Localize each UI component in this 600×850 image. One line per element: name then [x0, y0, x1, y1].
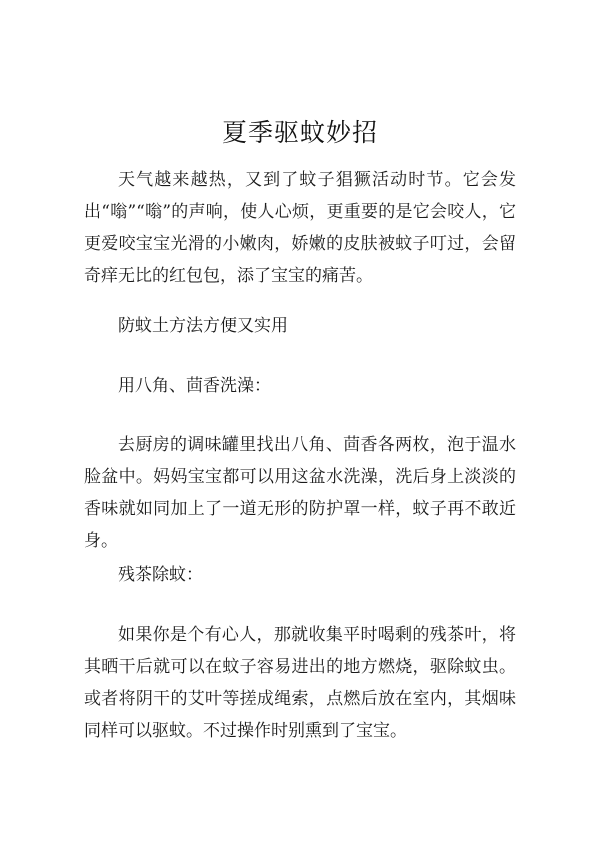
document-title: 夏季驱蚊妙招: [221, 118, 378, 147]
subheading-star-anise-bath: 用八角、茴香洗澡：: [118, 376, 271, 396]
section-heading-methods: 防蚊土方法方便又实用: [118, 316, 288, 336]
subheading-tea-leaves: 残茶除蚊：: [118, 565, 203, 585]
paragraph-tea-leaves: 如果你是个有心人，那就收集平时喝剩的残茶叶，将其晒干后就可以在蚊子容易进出的地方燃烧，驱除蚊虫。或者将阴干的艾叶等搓成绳索，点燃后放在室内，其烟味同样可以驱蚊。不过操作时别熏到了宝宝。: [84, 625, 516, 741]
intro-paragraph: 天气越来越热，又到了蚊子猖獗活动时节。它会发出“嗡”“嗡”的声响，使人心烦，更重要的是它会咬人，它更爱咬宝宝光滑的小嫩肉，娇嫩的皮肤被蚊子叮过，会留奇痒无比的红包包，添了宝宝的痛苦。: [84, 170, 516, 286]
paragraph-star-anise-bath: 去厨房的调味罐里找出八角、茴香各两枚，泡于温水脸盆中。妈妈宝宝都可以用这盆水洗澡，洗后身上淡淡的香味就如同加上了一道无形的防护罩一样，蚊子再不敢近身。: [84, 435, 516, 551]
